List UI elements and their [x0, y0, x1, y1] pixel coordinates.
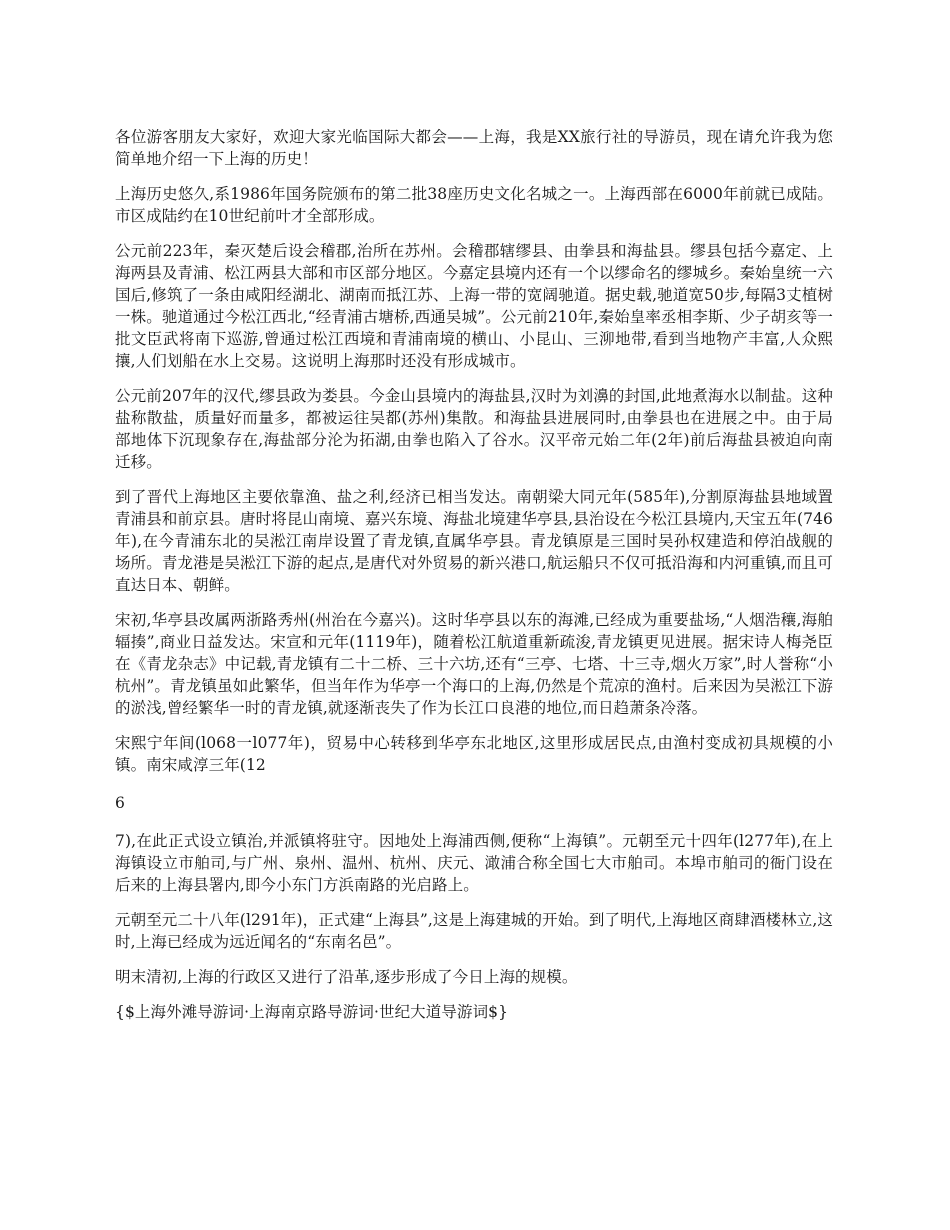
paragraph-history-overview: 上海历史悠久,系1986年国务院颁布的第二批38座历史文化名城之一。上海西部在6000年前就已成陆。市区成陆约在10世纪前叶才全部形成。 [115, 185, 833, 225]
paragraph-ming-qing: 明末清初,上海的行政区又进行了沿革,逐步形成了今日上海的规模。 [115, 968, 578, 986]
related-links: {$上海外滩导游词·上海南京路导游词·世纪大道导游词$} [115, 1003, 509, 1021]
paragraph-intro: 各位游客朋友大家好，欢迎大家光临国际大都会——上海，我是XX旅行社的导游员，现在请允许我为您简单地介绍一下上海的历史！ [115, 128, 833, 168]
page-number: 6 [115, 794, 125, 812]
paragraph-qin-dynasty: 公元前223年，秦灭楚后设会稽郡,治所在苏州。会稽郡辖缪县、由拳县和海盐县。缪县包括今嘉定、上海两县及青浦、松江两县大部和市区部分地区。今嘉定县境内还有一个以缪命名的缪城乡。秦始皇统一六国后,修筑了一条由咸阳经湖北、湖南而抵江苏、上海一带的宽阔驰道。据史载,驰道宽50步,每隔3丈植树一株。驰道通过今松江西北,“经青浦古塘桥,西通吴城”。公元前210年,秦始皇率丞相李斯、少子胡亥等一批文臣武将南下巡游,曾通过松江西境和青浦南境的横山、小昆山、三泖地带,看到当地物产丰富,人众熙攘,人们划船在水上交易。这说明上海那时还没有形成城市。 [115, 242, 833, 370]
paragraph-xining: 宋熙宁年间(l068一l077年)，贸易中心转移到华亭东北地区,这里形成居民点,由渔村变成初具规模的小镇。南宋咸淳三年(12 [115, 734, 833, 774]
paragraph-song-dynasty: 宋初,华亭县改属两浙路秀州(州治在今嘉兴)。这时华亭县以东的海滩,已经成为重要盐场,“人烟浩穰,海舶辐揍”,商业日益发达。宋宣和元年(1119年)，随着松江航道重新疏浚,青龙镇更见进展。据宋诗人梅尧臣在《青龙杂志》中记载,青龙镇有二十二桥、三十六坊,还有“三亭、七塔、十三寺,烟火万家”,时人誉称“小杭州”。青龙镇虽如此繁华，但当年作为华亭一个海口的上海,仍然是个荒凉的渔村。后来因为吴淞江下游的淤浅,曾经繁华一时的青龙镇,就逐渐丧失了作为长江口良港的地位,而日趋萧条冷落。 [115, 611, 833, 717]
paragraph-jin-tang: 到了晋代上海地区主要依靠渔、盐之利,经济已相当发达。南朝梁大同元年(585年),分割原海盐县地域置青浦县和前京县。唐时将昆山南境、嘉兴东境、海盐北境建华亭县,县治设在今松江县境内,天宝五年(746年),在今青浦东北的吴淞江南岸设置了青龙镇,直属华亭县。青龙镇原是三国时吴孙权建造和停泊战舰的场所。青龙港是吴淞江下游的起点,是唐代对外贸易的新兴港口,航运船只不仅可抵沿海和内河重镇,而且可直达日本、朝鲜。 [115, 488, 833, 594]
paragraph-shanghai-town: 7),在此正式设立镇治,并派镇将驻守。因地处上海浦西侧,便称“上海镇”。元朝至元十四年(l277年),在上海镇设立市舶司,与广州、泉州、温州、杭州、庆元、澉浦合称全国七大市舶司。本埠市舶司的衙门设在后来的上海县署内,即今小东门方浜南路的光启路上。 [115, 832, 833, 894]
paragraph-shanghai-county: 元朝至元二十八年(l291年)，正式建“上海县”,这是上海建城的开始。到了明代,上海地区商肆酒楼林立,这时,上海已经成为远近闻名的“东南名邑”。 [115, 911, 833, 951]
document-body [115, 126, 833, 1036]
paragraph-han-dynasty: 公元前207年的汉代,缪县政为娄县。今金山县境内的海盐县,汉时为刘濞的封国,此地煮海水以制盐。这种盐称散盐，质量好而量多，都被运往吴都(苏州)集散。和海盐县进展同时,由拳县也在进展之中。由于局部地体下沉现象存在,海盐部分沦为拓湖,由拳也陷入了谷水。汉平帝元始二年(2年)前后海盐县被迫向南迁移。 [115, 387, 833, 471]
